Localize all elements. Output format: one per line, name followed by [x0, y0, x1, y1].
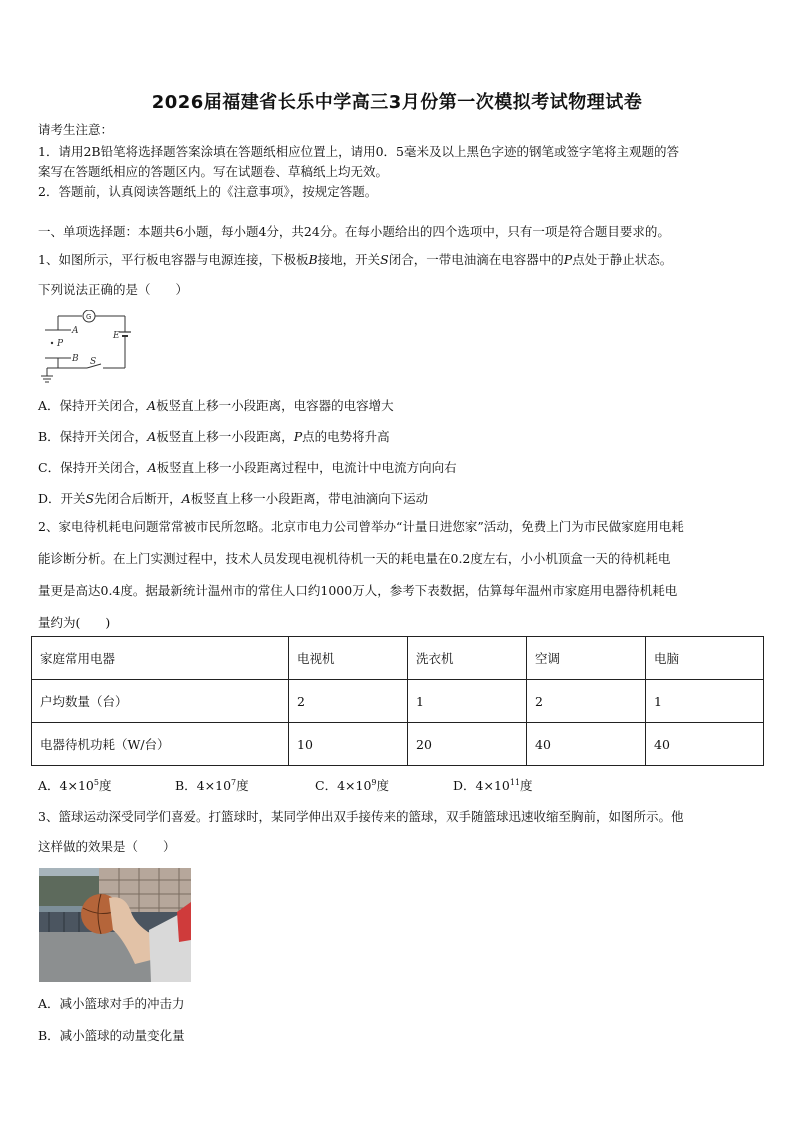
q3-option-b: B．减小篮球的动量变化量 [38, 1028, 185, 1043]
q1-option-d-text1: D．开关 [38, 491, 86, 506]
q2-option-c-unit: 度 [376, 778, 390, 793]
capacitor-circuit-diagram [35, 310, 135, 386]
q1-option-a-text1: A．保持开关闭合， [38, 398, 148, 413]
table-cell: 1 [408, 680, 527, 723]
q2-stem-line4: 量约为( ) [38, 615, 111, 630]
notice-item-2: 2．答题前，认真阅读答题纸上的《注意事项》，按规定答题。 [38, 184, 378, 199]
q1-option-c-var: A [147, 460, 157, 475]
q1-var-p: P [563, 252, 573, 267]
q2-option-b [175, 776, 249, 794]
q2-option-c-exp: 9 [371, 777, 377, 787]
q1-option-b-text2: 板竖直上移一小段距离， [156, 429, 294, 444]
table-cell: 户均数量（台） [32, 680, 289, 723]
q1-option-c-text2: 板竖直上移一小段距离过程中，电流计中电流方向向右 [156, 460, 457, 475]
q2-option-d [453, 776, 533, 794]
table-cell: 洗衣机 [408, 637, 527, 680]
notice-item-1a: 1．请用2B铅笔将选择题答案涂填在答题纸相应位置上，请用0．5毫米及以上黑色字迹的钢笔或签字笔将主观题的答 [38, 144, 679, 159]
q2-option-a-exp: 5 [93, 777, 99, 787]
q3-stem-line2: 这样做的效果是（ ） [38, 839, 176, 854]
table-cell: 40 [527, 723, 646, 766]
table-cell: 电器待机功耗（W/台） [32, 723, 289, 766]
q2-option-d-base: D．4×10 [453, 778, 510, 793]
label-a: A [72, 326, 79, 336]
q1-option-b-var2: P [293, 429, 303, 444]
q2-option-d-exp: 11 [509, 777, 521, 787]
label-p: P [57, 339, 64, 349]
label-s: S [90, 357, 97, 367]
q1-stem-part1: 1、如图所示，平行板电容器与电源连接，下极板 [38, 252, 309, 267]
q1-option-b-text3: 点的电势将升高 [302, 429, 390, 444]
table-row [32, 680, 764, 723]
q1-option-d-var2: A [181, 491, 191, 506]
q1-option-b-var: A [147, 429, 157, 444]
table-row [32, 637, 764, 680]
q2-stem [38, 513, 760, 637]
q1-stem-part3: 闭合，一带电油滴在电容器中的 [388, 252, 564, 267]
q1-option-a-var: A [147, 398, 157, 413]
q2-stem-line3: 量更是高达0.4度。据最新统计温州市的常住人口约1000万人，参考下表数据，估算每年温州市家庭用电器待机耗电 [38, 583, 678, 598]
q1-option-b [38, 427, 390, 445]
label-g: G [86, 313, 92, 321]
label-e: E [113, 331, 120, 341]
q1-var-b: B [308, 252, 318, 267]
q3-option-a: A．减小篮球对手的冲击力 [38, 996, 185, 1011]
q2-option-a-unit: 度 [98, 778, 112, 793]
q1-option-a [38, 396, 394, 414]
q3-stem-line1: 3、篮球运动深受同学们喜爱。打篮球时，某同学伸出双手接传来的篮球，双手随篮球迅速收缩至胸前，如图所示。他 [38, 809, 684, 824]
label-b: B [72, 354, 79, 364]
appliance-table [31, 636, 764, 766]
q1-stem-part4: 点处于静止状态。 [572, 252, 673, 267]
q2-option-c [315, 776, 389, 794]
table-cell: 家庭常用电器 [32, 637, 289, 680]
table-cell: 电视机 [289, 637, 408, 680]
table-cell: 空调 [527, 637, 646, 680]
table-cell: 20 [408, 723, 527, 766]
notice-item-1b: 案写在答题纸相应的答题区内。写在试题卷、草稿纸上均无效。 [38, 164, 389, 179]
table-cell: 40 [646, 723, 764, 766]
q2-option-b-exp: 7 [231, 777, 237, 787]
q1-option-d [38, 489, 428, 507]
table-cell: 电脑 [646, 637, 764, 680]
q1-option-d-text2: 先闭合后断开， [94, 491, 182, 506]
q1-stem-line2: 下列说法正确的是（ ） [38, 282, 189, 297]
table-cell: 10 [289, 723, 408, 766]
q1-var-s: S [380, 252, 389, 267]
section-heading: 一、单项选择题：本题共6小题，每小题4分，共24分。在每小题给出的四个选项中，只有一项是符合题目要求的。 [38, 224, 670, 239]
q1-option-c-text1: C．保持开关闭合， [38, 460, 148, 475]
table-cell: 2 [289, 680, 408, 723]
q1-option-d-text3: 板竖直上移一小段距离，带电油滴向下运动 [190, 491, 429, 506]
q2-stem-line2: 能诊断分析。在上门实测过程中，技术人员发现电视机待机一天的耗电量在0.2度左右，小小机顶盒一天的待机耗电 [38, 551, 671, 566]
q2-option-d-unit: 度 [520, 778, 533, 793]
q1-option-b-text1: B．保持开关闭合， [38, 429, 148, 444]
q1-option-a-text2: 板竖直上移一小段距离，电容器的电容增大 [156, 398, 394, 413]
q2-option-b-unit: 度 [236, 778, 249, 793]
q2-option-b-base: B．4×10 [175, 778, 232, 793]
q1-stem-line1 [38, 250, 672, 268]
table-cell: 2 [527, 680, 646, 723]
q1-stem-part2: 接地，开关 [317, 252, 381, 267]
notice-block [38, 120, 760, 202]
q2-option-a [38, 776, 111, 794]
q2-option-c-base: C．4×10 [315, 778, 372, 793]
notice-heading: 请考生注意： [38, 122, 114, 137]
table-row [32, 723, 764, 766]
page-title: 2026届福建省长乐中学高三3月份第一次模拟考试物理试卷 [151, 92, 643, 113]
q2-stem-line1: 2、家电待机耗电问题常常被市民所忽略。北京市电力公司曾举办“计量日进您家”活动，免费上门为市民做家庭用电耗 [38, 519, 684, 534]
table-cell: 1 [646, 680, 764, 723]
q2-option-a-base: A．4×10 [38, 778, 94, 793]
q1-option-c [38, 458, 457, 476]
basketball-photo [39, 868, 191, 982]
q1-option-d-var: S [85, 491, 95, 506]
